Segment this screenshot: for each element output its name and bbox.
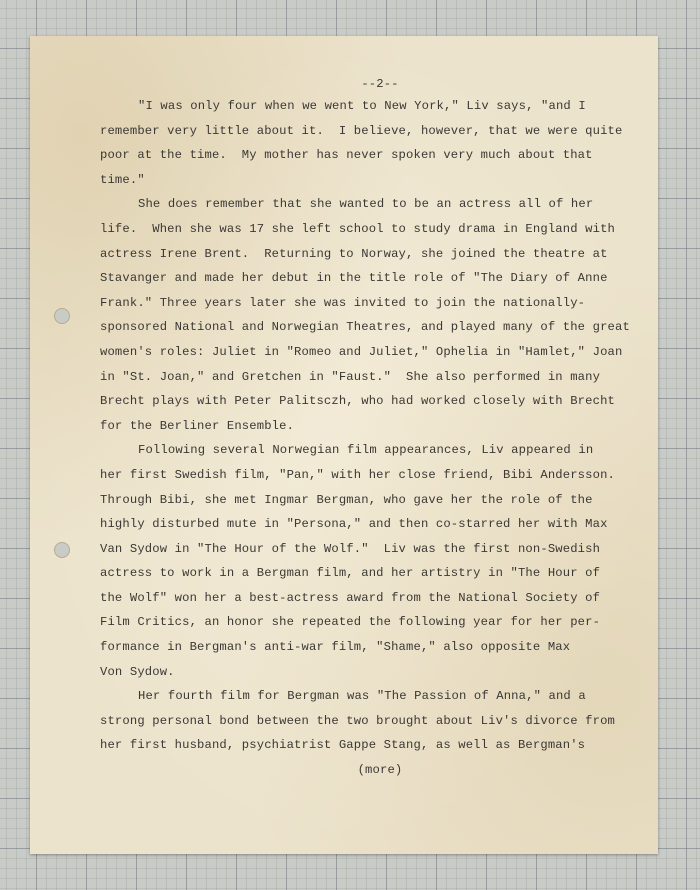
text-line: Von Sydow. <box>100 664 175 679</box>
punch-hole <box>54 542 70 558</box>
typed-page <box>30 36 658 854</box>
text-line: sponsored National and Norwegian Theatres, and played many of the great <box>100 320 630 335</box>
text-line: strong personal bond between the two brought about Liv's divorce from <box>100 713 615 728</box>
paragraph <box>100 94 630 192</box>
text-line: the Wolf" won her a best-actress award from the National Society of <box>100 590 601 605</box>
text-line: Stavanger and made her debut in the title role of "The Diary of Anne <box>100 271 608 286</box>
text-line: her first husband, psychiatrist Gappe Stang, as well as Bergman's <box>100 738 586 753</box>
text-line: Van Sydow in "The Hour of the Wolf." Liv was the first non-Swedish <box>100 541 601 556</box>
page-number: --2-- <box>361 77 399 91</box>
text-line: Brecht plays with Peter Palitsczh, who had worked closely with Brecht <box>100 394 615 409</box>
typed-text-block <box>100 74 630 782</box>
punch-hole <box>54 308 70 324</box>
paragraph <box>100 684 630 758</box>
text-line: remember very little about it. I believe, however, that we were quite <box>100 123 623 138</box>
text-line: actress Irene Brent. Returning to Norway, she joined the theatre at <box>100 246 608 261</box>
text-line: actress to work in a Bergman film, and her artistry in "The Hour of <box>100 566 601 581</box>
paragraph <box>100 438 630 684</box>
text-line: highly disturbed mute in "Persona," and then co-starred her with Max <box>100 517 608 532</box>
text-line: "I was only four when we went to New York," Liv says, "and I <box>138 99 586 113</box>
text-line: Her fourth film for Bergman was "The Passion of Anna," and a <box>138 689 586 704</box>
text-line: women's roles: Juliet in "Romeo and Juliet," Ophelia in "Hamlet," Joan <box>100 344 623 359</box>
text-line: her first Swedish film, "Pan," with her close friend, Bibi Andersson. <box>100 467 615 482</box>
continuation-marker: (more) <box>357 763 403 778</box>
text-line: Frank." Three years later she was invited to join the nationally- <box>100 295 586 310</box>
text-line: Film Critics, an honor she repeated the following year for her per- <box>100 615 601 630</box>
text-line: for the Berliner Ensemble. <box>100 418 295 433</box>
text-line: Following several Norwegian film appearances, Liv appeared in <box>138 443 594 458</box>
text-line: time." <box>100 172 145 187</box>
text-line: in "St. Joan," and Gretchen in "Faust." She also performed in many <box>100 369 601 384</box>
text-line: formance in Bergman's anti-war film, "Shame," also opposite Max <box>100 640 571 655</box>
text-line: Through Bibi, she met Ingmar Bergman, who gave her the role of the <box>100 492 593 507</box>
text-line: She does remember that she wanted to be an actress all of her <box>138 197 594 212</box>
text-line: life. When she was 17 she left school to study drama in England with <box>100 221 615 236</box>
paragraph <box>100 192 630 438</box>
text-line: poor at the time. My mother has never spoken very much about that <box>100 148 593 163</box>
